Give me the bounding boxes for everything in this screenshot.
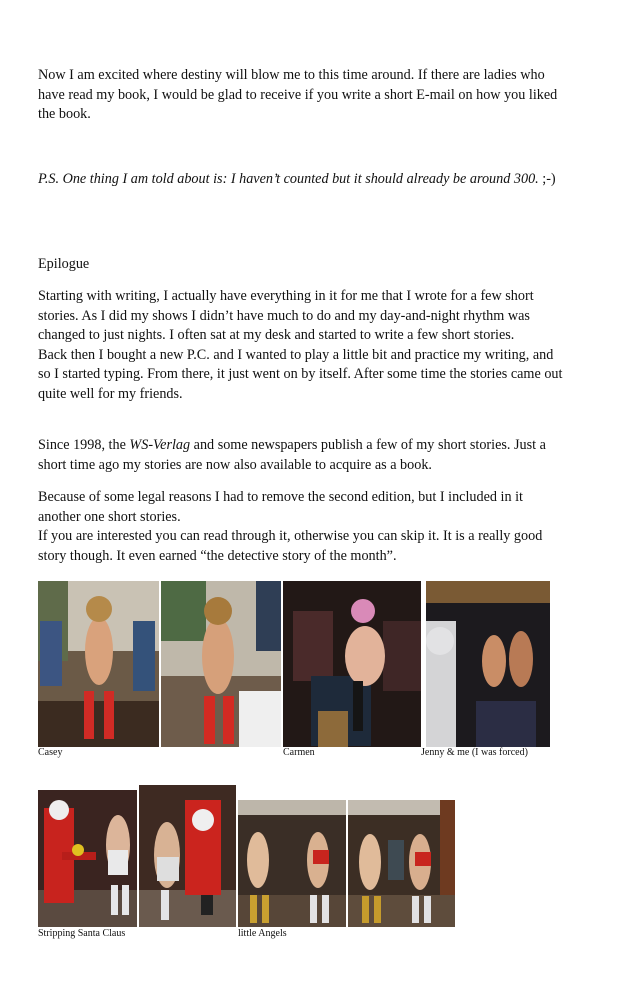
caption-casey: Casey xyxy=(38,747,63,758)
paragraph-edition-legal: Because of some legal reasons I had to remove the second edition, but I included in it another one short stories. xyxy=(38,489,523,525)
publishing-post: and some newspapers publish a few of my short stories. Just a short time ago my stories are now also available to acquire as a book. xyxy=(38,437,546,473)
postscript xyxy=(38,170,568,190)
caption-carmen: Carmen xyxy=(283,747,315,758)
publishing-pre: Since 1998, the xyxy=(38,437,130,453)
photo-santa-1 xyxy=(38,790,137,927)
photo-casey-front xyxy=(38,581,159,747)
paragraph-edition-story: If you are interested you can read through it, otherwise you can skip it. It is a really good story though. It even earned “the detective story of the month”. xyxy=(38,528,543,564)
caption-angels: little Angels xyxy=(238,928,287,939)
paragraph-publishing xyxy=(38,436,568,475)
photo-angels-1 xyxy=(238,800,346,927)
paragraph-edition xyxy=(38,488,568,566)
caption-jenny: Jenny & me (I was forced) xyxy=(421,747,528,758)
photo-carmen xyxy=(283,581,421,747)
epilogue-heading: Epilogue xyxy=(38,256,90,272)
photo-jenny xyxy=(426,581,550,747)
paragraph-writing-start: Starting with writing, I actually have everything in it for me that I wrote for a few short stories. As I did my shows I didn’t have much to do and my day-and-night rhythm was changed to just nights. I often sat at my desk and started to write a few short stories. xyxy=(38,288,534,344)
postscript-smiley: ;-) xyxy=(542,171,556,187)
photo-casey-back xyxy=(161,581,281,747)
paragraph-writing-pc: Back then I bought a new P.C. and I wanted to play a little bit and practice my writing, and so I started typing. From there, it just went on by itself. After some time the stories came out quite well for my friends. xyxy=(38,346,563,402)
publisher-name: WS-Verlag xyxy=(129,437,191,453)
caption-santa: Stripping Santa Claus xyxy=(38,928,126,939)
photo-santa-2 xyxy=(139,785,236,927)
paragraph-ladies: Now I am excited where destiny will blow me to this time around. If there are ladies who have read my book, I would be glad to receive if you write a short E-mail on how you liked the book. xyxy=(38,67,558,123)
postscript-text: P.S. One thing I am told about is: I haven’t counted but it should already be around 300. xyxy=(38,171,539,187)
paragraph-writing xyxy=(38,287,568,405)
photo-angels-2 xyxy=(348,800,455,927)
